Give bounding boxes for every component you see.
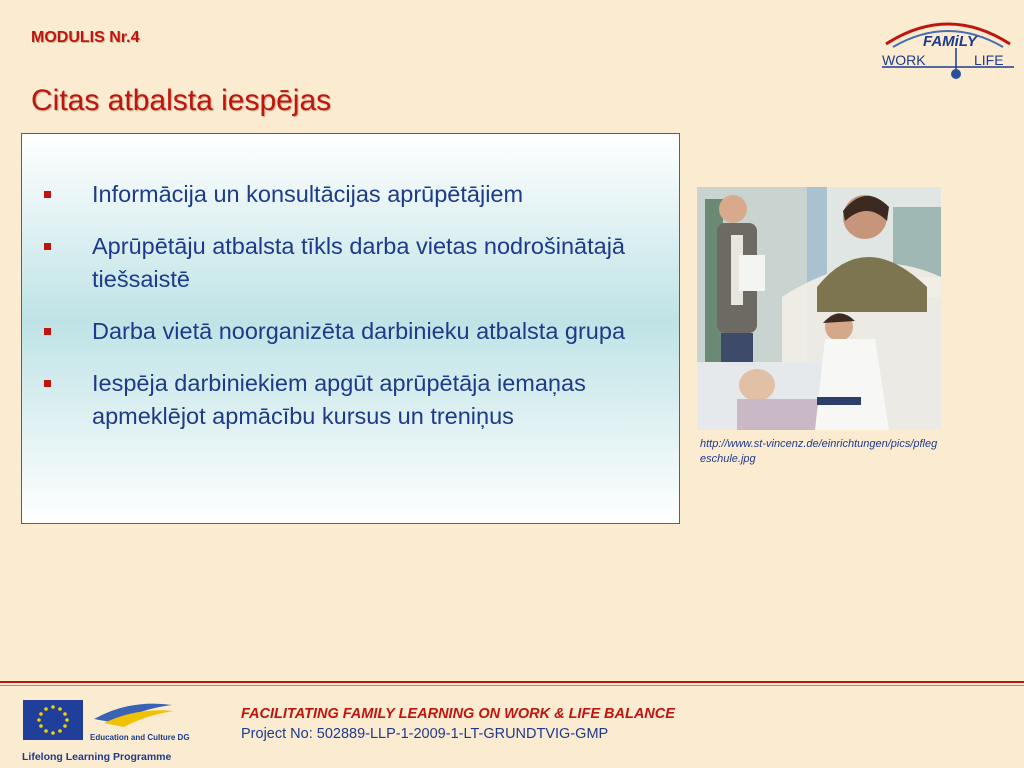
footer-divider-thin <box>0 685 1024 686</box>
bullet-item <box>22 230 679 296</box>
logo-life-text: LIFE <box>974 52 1004 68</box>
square-bullet-icon <box>44 243 51 250</box>
bullet-text: Iespēja darbiniekiem apgūt aprūpētāja iemaņas apmeklējot apmācību kursus un treniņus <box>92 370 586 429</box>
programme-label: Lifelong Learning Programme <box>22 751 172 763</box>
bullet-item <box>22 367 679 433</box>
slide-title: Citas atbalsta iespējas <box>31 84 332 117</box>
logo-balance-dot <box>951 69 961 79</box>
module-label: MODULIS Nr.4 <box>31 29 140 46</box>
bullet-item <box>22 178 679 211</box>
bullet-item <box>22 315 679 348</box>
footer-divider <box>0 681 1024 683</box>
footer-title: FACILITATING FAMILY LEARNING ON WORK & LIFE BALANCE <box>241 706 675 722</box>
bullet-text: Informācija un konsultācijas aprūpētājiem <box>92 181 524 207</box>
content-box <box>21 133 680 524</box>
footer-project-number: Project No: 502889-LLP-1-2009-1-LT-GRUNDTVIG-GMP <box>241 726 609 742</box>
bullet-text: Darba vietā noorganizēta darbinieku atbalsta grupa <box>92 318 626 344</box>
logo-work-text: WORK <box>882 52 926 68</box>
nursing-school-photo <box>697 187 941 430</box>
bullet-text: Aprūpētāju atbalsta tīkls darba vietas nodrošinātajā tiešsaistē <box>92 233 625 292</box>
image-source-caption: http://www.st-vincenz.de/einrichtungen/pics/pflegeschule.jpg <box>700 438 938 465</box>
eu-lifelong-learning-logos <box>20 697 210 765</box>
square-bullet-icon <box>44 380 51 387</box>
family-work-life-logo <box>878 10 1018 85</box>
eu-dg-label: Education and Culture DG <box>90 733 190 742</box>
logo-family-text: FAMiLY <box>923 33 977 50</box>
bullet-list <box>22 178 679 452</box>
square-bullet-icon <box>44 191 51 198</box>
square-bullet-icon <box>44 328 51 335</box>
